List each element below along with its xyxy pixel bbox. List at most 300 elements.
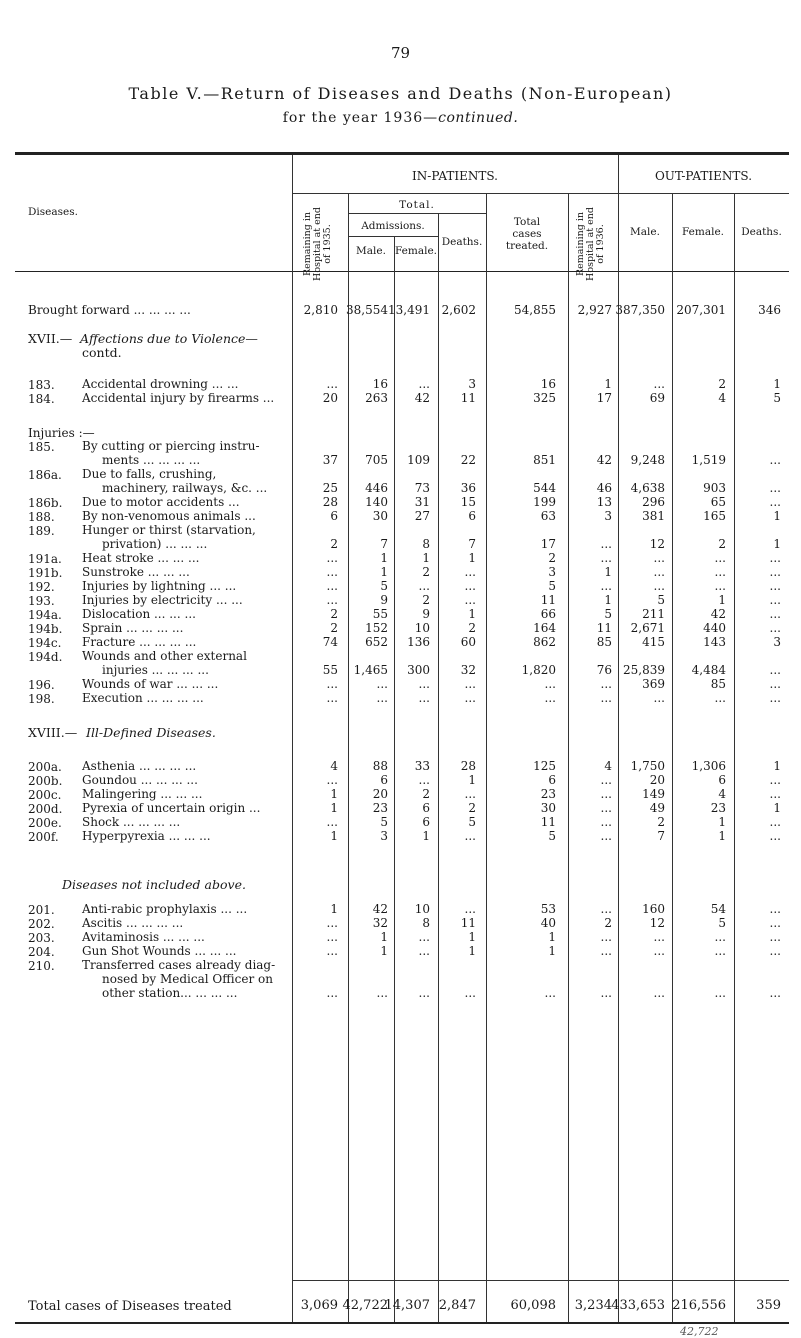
table-row-value: 143 bbox=[703, 635, 726, 649]
section-other-title: Diseases not included above. bbox=[62, 877, 246, 892]
table-row-value: ... bbox=[653, 986, 665, 1000]
table-row-value: 1,750 bbox=[630, 759, 665, 773]
table-row-value: ... bbox=[653, 944, 665, 958]
row-code: 200f. bbox=[28, 830, 59, 844]
table-row-value: ... bbox=[769, 621, 781, 635]
section-xvii-title: Affections due to Violence— bbox=[80, 331, 258, 346]
row-code: 194d. bbox=[28, 650, 63, 664]
table-row-value: ... bbox=[326, 944, 338, 958]
table-row-value: 1 bbox=[330, 829, 338, 843]
header-total-cases: Total cases treated. bbox=[505, 216, 549, 252]
row-label: Avitaminosis ... ... ... bbox=[82, 930, 205, 944]
table-row-value: 1 bbox=[422, 551, 430, 565]
vline-opmale bbox=[672, 193, 673, 1322]
table-row-value: ... bbox=[418, 579, 430, 593]
table-row-value: 7 bbox=[657, 829, 665, 843]
table-row-value: ... bbox=[326, 916, 338, 930]
table-row-value: 2 bbox=[422, 593, 430, 607]
total-row-value: 60,098 bbox=[510, 1298, 556, 1313]
table-row-value: 40 bbox=[540, 916, 556, 930]
row-label: Heat stroke ... ... ... bbox=[82, 551, 200, 565]
table-row-value: 23 bbox=[710, 801, 726, 815]
table-row-value: ... bbox=[600, 691, 612, 705]
row-label: Execution ... ... ... ... bbox=[82, 691, 204, 705]
header-op-female: Female. bbox=[681, 226, 725, 238]
table-row-value: 6 bbox=[422, 815, 430, 829]
table-row-value: 1 bbox=[773, 759, 781, 773]
table-row-value: ... bbox=[653, 691, 665, 705]
row-label: Shock ... ... ... ... bbox=[82, 815, 181, 829]
header-remaining-1936: Remaining in Hospital at end of 1936. bbox=[575, 207, 606, 281]
table-row-value: 2 bbox=[330, 607, 338, 621]
table-row-value: 1 bbox=[380, 930, 388, 944]
table-row-value: 11 bbox=[540, 815, 556, 829]
table-row-value: ... bbox=[769, 787, 781, 801]
table-row-value: 11 bbox=[460, 916, 476, 930]
table-row-value: 63 bbox=[540, 509, 556, 523]
brought-forward-value: 2,810 bbox=[303, 303, 338, 317]
table-row-value: 32 bbox=[460, 663, 476, 677]
row-label-cont: privation) ... ... ... bbox=[102, 537, 208, 551]
table-row-value: 11 bbox=[460, 391, 476, 405]
table-row-value: 46 bbox=[596, 481, 612, 495]
table-row-value: 6 bbox=[718, 773, 726, 787]
table-row-value: ... bbox=[769, 495, 781, 509]
table-row-value: ... bbox=[769, 593, 781, 607]
table-row-value: ... bbox=[714, 930, 726, 944]
table-row-value: 1 bbox=[604, 377, 612, 391]
table-row-value: 8 bbox=[422, 916, 430, 930]
total-row-value: 2,847 bbox=[438, 1298, 476, 1313]
bottom-rule bbox=[15, 1322, 789, 1324]
table-row-value: 1 bbox=[330, 787, 338, 801]
header-total: Total. bbox=[399, 199, 435, 211]
table-row-value: ... bbox=[769, 677, 781, 691]
table-row-value: 300 bbox=[407, 663, 430, 677]
header-diseases: Diseases. bbox=[28, 206, 78, 218]
table-row-value: ... bbox=[418, 691, 430, 705]
table-row-value: ... bbox=[326, 579, 338, 593]
table-row-value: 28 bbox=[460, 759, 476, 773]
table-row-value: 42 bbox=[596, 453, 612, 467]
row-code: 204. bbox=[28, 945, 55, 959]
table-row-value: ... bbox=[600, 677, 612, 691]
table-row-value: ... bbox=[326, 773, 338, 787]
table-row-value: ... bbox=[653, 930, 665, 944]
table-row-value: ... bbox=[326, 986, 338, 1000]
table-row-value: 199 bbox=[533, 495, 556, 509]
table-row-value: 1,820 bbox=[521, 663, 556, 677]
table-title: Table V.—Return of Diseases and Deaths (Non-European) bbox=[128, 84, 673, 103]
table-row-value: 55 bbox=[322, 663, 338, 677]
table-row-value: ... bbox=[544, 691, 556, 705]
injuries-label: Injuries :— bbox=[28, 426, 95, 440]
table-row-value: ... bbox=[769, 565, 781, 579]
table-row-value: 73 bbox=[414, 481, 430, 495]
table-row-value: 705 bbox=[365, 453, 388, 467]
table-row-value: 9 bbox=[422, 607, 430, 621]
brought-forward-label: Brought forward ... ... ... ... bbox=[28, 303, 191, 317]
table-row-value: 22 bbox=[460, 453, 476, 467]
table-row-value: 1 bbox=[548, 944, 556, 958]
table-row-value: 23 bbox=[372, 801, 388, 815]
table-row-value: 2 bbox=[548, 551, 556, 565]
row-code: 191b. bbox=[28, 566, 63, 580]
table-row-value: 652 bbox=[365, 635, 388, 649]
row-label-cont: other station... ... ... ... bbox=[102, 986, 238, 1000]
row-code: 202. bbox=[28, 917, 55, 931]
table-row-value: ... bbox=[769, 829, 781, 843]
section-xvii-numeral: XVII.— bbox=[28, 331, 73, 346]
table-row-value: 1 bbox=[422, 829, 430, 843]
table-row-value: 862 bbox=[533, 635, 556, 649]
table-row-value: 5 bbox=[548, 579, 556, 593]
table-row-value: ... bbox=[714, 579, 726, 593]
table-row-value: 33 bbox=[414, 759, 430, 773]
table-row-value: ... bbox=[769, 453, 781, 467]
table-row-value: ... bbox=[769, 773, 781, 787]
vline-total bbox=[568, 193, 569, 1322]
header-out-patients: OUT-PATIENTS. bbox=[654, 169, 753, 183]
total-row-value: 433,653 bbox=[611, 1298, 665, 1313]
table-row-value: 15 bbox=[460, 495, 476, 509]
table-row-value: ... bbox=[769, 986, 781, 1000]
table-row-value: 42 bbox=[372, 902, 388, 916]
table-row-value: ... bbox=[600, 801, 612, 815]
table-row-value: ... bbox=[600, 930, 612, 944]
table-row-value: 1 bbox=[548, 930, 556, 944]
table-row-value: 1 bbox=[330, 801, 338, 815]
table-row-value: 55 bbox=[372, 607, 388, 621]
table-row-value: ... bbox=[464, 579, 476, 593]
section-xvii-contd: contd. bbox=[82, 345, 122, 360]
vline-female bbox=[438, 213, 439, 1322]
table-row-value: ... bbox=[376, 986, 388, 1000]
table-row-value: 85 bbox=[710, 677, 726, 691]
table-row-value: ... bbox=[653, 579, 665, 593]
table-row-value: 325 bbox=[533, 391, 556, 405]
row-label: Gun Shot Wounds ... ... ... bbox=[82, 944, 237, 958]
table-row-value: 164 bbox=[533, 621, 556, 635]
table-row-value: 85 bbox=[596, 635, 612, 649]
table-row-value: ... bbox=[600, 537, 612, 551]
table-row-value: 165 bbox=[703, 509, 726, 523]
table-row-value: 3 bbox=[548, 565, 556, 579]
row-code: 194a. bbox=[28, 608, 62, 622]
row-label: Injuries by lightning ... ... bbox=[82, 579, 237, 593]
row-code: 200d. bbox=[28, 802, 63, 816]
table-row-value: 1 bbox=[380, 944, 388, 958]
row-label: Fracture ... ... ... ... bbox=[82, 635, 197, 649]
row-label: Goundou ... ... ... ... bbox=[82, 773, 198, 787]
table-row-value: ... bbox=[418, 986, 430, 1000]
table-row-value: ... bbox=[769, 607, 781, 621]
row-code: 200c. bbox=[28, 788, 62, 802]
table-row-value: 2 bbox=[330, 621, 338, 635]
row-label: Wounds of war ... ... ... bbox=[82, 677, 219, 691]
brought-forward-value: 54,855 bbox=[514, 303, 556, 317]
table-row-value: ... bbox=[326, 677, 338, 691]
total-row-value: 216,556 bbox=[672, 1298, 726, 1313]
table-row-value: ... bbox=[464, 902, 476, 916]
table-row-value: 1 bbox=[718, 829, 726, 843]
table-row-value: 6 bbox=[422, 801, 430, 815]
table-row-value: 1 bbox=[718, 593, 726, 607]
table-row-value: 109 bbox=[407, 453, 430, 467]
table-row-value: ... bbox=[769, 815, 781, 829]
table-row-value: 2 bbox=[422, 565, 430, 579]
header-line-sex bbox=[348, 236, 438, 237]
table-row-value: ... bbox=[600, 986, 612, 1000]
table-row-value: 851 bbox=[533, 453, 556, 467]
table-row-value: ... bbox=[326, 930, 338, 944]
row-label: Transferred cases already diag- bbox=[82, 958, 276, 972]
table-row-value: 37 bbox=[322, 453, 338, 467]
table-row-value: 1 bbox=[773, 509, 781, 523]
table-row-value: 1 bbox=[468, 930, 476, 944]
table-row-value: 11 bbox=[596, 621, 612, 635]
table-row-value: 1 bbox=[468, 944, 476, 958]
table-row-value: 1 bbox=[468, 551, 476, 565]
row-label: Malingering ... ... ... bbox=[82, 787, 203, 801]
header-remaining-1935: Remaining in Hospital at end of 1935. bbox=[302, 207, 333, 281]
table-row-value: 12 bbox=[649, 537, 665, 551]
table-row-value: 31 bbox=[414, 495, 430, 509]
table-row-value: 20 bbox=[372, 787, 388, 801]
table-row-value: 1,306 bbox=[691, 759, 726, 773]
row-code: 191a. bbox=[28, 552, 62, 566]
table-row-value: ... bbox=[653, 565, 665, 579]
table-row-value: ... bbox=[714, 944, 726, 958]
table-row-value: 544 bbox=[533, 481, 556, 495]
table-row-value: 10 bbox=[414, 621, 430, 635]
table-row-value: 60 bbox=[460, 635, 476, 649]
table-row-value: 6 bbox=[330, 509, 338, 523]
row-code: 194b. bbox=[28, 622, 63, 636]
table-row-value: 369 bbox=[642, 677, 665, 691]
header-adm-male: Male. bbox=[356, 245, 386, 257]
row-label: Sprain ... ... ... ... bbox=[82, 621, 184, 635]
table-row-value: 6 bbox=[548, 773, 556, 787]
table-row-value: 20 bbox=[649, 773, 665, 787]
table-row-value: ... bbox=[418, 377, 430, 391]
row-code: 200a. bbox=[28, 760, 62, 774]
subtitle-italic: continued. bbox=[438, 110, 519, 126]
table-row-value: ... bbox=[653, 377, 665, 391]
vline-opfemale bbox=[734, 193, 735, 1322]
row-code: 188. bbox=[28, 510, 55, 524]
table-row-value: ... bbox=[418, 677, 430, 691]
table-row-value: ... bbox=[544, 986, 556, 1000]
table-row-value: 2 bbox=[468, 621, 476, 635]
table-row-value: 1 bbox=[468, 607, 476, 621]
table-row-value: 5 bbox=[657, 593, 665, 607]
table-row-value: 12 bbox=[649, 916, 665, 930]
table-row-value: ... bbox=[769, 663, 781, 677]
table-row-value: 36 bbox=[460, 481, 476, 495]
table-row-value: ... bbox=[600, 551, 612, 565]
row-label: Anti-rabic prophylaxis ... ... bbox=[82, 902, 248, 916]
vline-diseases bbox=[292, 155, 293, 1322]
row-code: 194c. bbox=[28, 636, 62, 650]
table-row-value: 66 bbox=[540, 607, 556, 621]
table-row-value: ... bbox=[326, 815, 338, 829]
table-row-value: 74 bbox=[322, 635, 338, 649]
table-row-value: 25,839 bbox=[623, 663, 665, 677]
table-row-value: 1 bbox=[380, 565, 388, 579]
table-row-value: 152 bbox=[365, 621, 388, 635]
table-row-value: 2 bbox=[657, 815, 665, 829]
table-row-value: ... bbox=[464, 677, 476, 691]
table-row-value: 88 bbox=[372, 759, 388, 773]
table-row-value: 20 bbox=[322, 391, 338, 405]
row-label: Dislocation ... ... ... bbox=[82, 607, 196, 621]
row-label: Due to falls, crushing, bbox=[82, 467, 217, 481]
row-code: 185. bbox=[28, 440, 55, 454]
table-row-value: ... bbox=[464, 691, 476, 705]
table-row-value: 5 bbox=[380, 579, 388, 593]
table-row-value: ... bbox=[326, 565, 338, 579]
subtitle-prefix: for the year 1936— bbox=[282, 110, 439, 126]
row-label-cont: injuries ... ... ... ... bbox=[102, 663, 209, 677]
table-row-value: 8 bbox=[422, 537, 430, 551]
section-xviii-numeral: XVIII.— bbox=[28, 725, 78, 740]
table-row-value: 263 bbox=[365, 391, 388, 405]
table-row-value: 160 bbox=[642, 902, 665, 916]
table-row-value: 11 bbox=[540, 593, 556, 607]
vline-male bbox=[394, 236, 395, 1322]
header-deaths: Deaths. bbox=[441, 236, 483, 248]
table-row-value: 415 bbox=[642, 635, 665, 649]
total-top-rule bbox=[292, 1280, 789, 1281]
table-row-value: 1 bbox=[380, 551, 388, 565]
total-row-value: 42,722 bbox=[342, 1298, 388, 1313]
table-row-value: 17 bbox=[540, 537, 556, 551]
row-label-cont: ments ... ... ... ... bbox=[102, 453, 201, 467]
table-row-value: 23 bbox=[540, 787, 556, 801]
brought-forward-value: 13,491 bbox=[388, 303, 430, 317]
table-row-value: ... bbox=[714, 551, 726, 565]
total-row-value: 3,069 bbox=[300, 1298, 338, 1313]
row-label: Asthenia ... ... ... ... bbox=[82, 759, 197, 773]
table-row-value: 25 bbox=[322, 481, 338, 495]
table-row-value: 1 bbox=[773, 801, 781, 815]
row-code: 184. bbox=[28, 392, 55, 406]
brought-forward-value: 38,554 bbox=[346, 303, 388, 317]
section-xviii-title: Ill-Defined Diseases. bbox=[86, 725, 216, 740]
table-row-value: ... bbox=[600, 902, 612, 916]
table-row-value: 7 bbox=[380, 537, 388, 551]
table-row-value: ... bbox=[326, 593, 338, 607]
header-admissions: Admissions. bbox=[361, 220, 425, 232]
table-row-value: ... bbox=[600, 787, 612, 801]
row-label-cont: machinery, railways, &c. ... bbox=[102, 481, 268, 495]
row-code: 210. bbox=[28, 959, 55, 973]
table-subtitle bbox=[0, 110, 801, 126]
brought-forward-value: 2,927 bbox=[577, 303, 612, 317]
table-row-value: 2 bbox=[422, 787, 430, 801]
table-row-value: ... bbox=[769, 944, 781, 958]
table-row-value: ... bbox=[769, 916, 781, 930]
table-row-value: 65 bbox=[710, 495, 726, 509]
table-row-value: ... bbox=[464, 787, 476, 801]
table-row-value: 2 bbox=[718, 537, 726, 551]
table-row-value: ... bbox=[418, 773, 430, 787]
table-row-value: ... bbox=[464, 565, 476, 579]
table-row-value: 4 bbox=[330, 759, 338, 773]
table-row-value: 13 bbox=[596, 495, 612, 509]
table-row-value: 4 bbox=[718, 787, 726, 801]
table-row-value: 30 bbox=[540, 801, 556, 815]
table-row-value: 5 bbox=[548, 829, 556, 843]
table-row-value: 6 bbox=[380, 773, 388, 787]
page-number: 79 bbox=[390, 44, 411, 62]
table-row-value: 2 bbox=[468, 801, 476, 815]
row-label: By non-venomous animals ... bbox=[82, 509, 256, 523]
table-row-value: ... bbox=[600, 579, 612, 593]
table-row-value: ... bbox=[326, 377, 338, 391]
table-row-value: ... bbox=[464, 593, 476, 607]
table-row-value: 1 bbox=[468, 773, 476, 787]
table-row-value: ... bbox=[769, 930, 781, 944]
table-row-value: ... bbox=[769, 691, 781, 705]
row-code: 196. bbox=[28, 678, 55, 692]
table-row-value: 1 bbox=[773, 377, 781, 391]
table-row-value: ... bbox=[418, 944, 430, 958]
brought-forward-value: 2,602 bbox=[441, 303, 476, 317]
table-row-value: 2 bbox=[330, 537, 338, 551]
table-row-value: 30 bbox=[372, 509, 388, 523]
table-row-value: ... bbox=[769, 481, 781, 495]
brought-forward-value: 346 bbox=[758, 303, 781, 317]
table-row-value: 5 bbox=[468, 815, 476, 829]
table-row-value: ... bbox=[769, 551, 781, 565]
table-row-value: 125 bbox=[533, 759, 556, 773]
table-row-value: 42 bbox=[710, 607, 726, 621]
table-row-value: 296 bbox=[642, 495, 665, 509]
table-row-value: ... bbox=[600, 773, 612, 787]
table-row-value: 149 bbox=[642, 787, 665, 801]
table-row-value: ... bbox=[326, 551, 338, 565]
table-row-value: 5 bbox=[773, 391, 781, 405]
table-row-value: 440 bbox=[703, 621, 726, 635]
table-row-value: 76 bbox=[596, 663, 612, 677]
table-row-value: 16 bbox=[372, 377, 388, 391]
total-row-value: 14,307 bbox=[384, 1298, 430, 1313]
table-row-value: 2 bbox=[718, 377, 726, 391]
table-row-value: 211 bbox=[642, 607, 665, 621]
table-row-value: ... bbox=[653, 551, 665, 565]
table-row-value: 1 bbox=[773, 537, 781, 551]
table-row-value: 2 bbox=[604, 916, 612, 930]
table-row-value: 446 bbox=[365, 481, 388, 495]
table-row-value: ... bbox=[464, 986, 476, 1000]
table-row-value: 381 bbox=[642, 509, 665, 523]
brought-forward-value: 387,350 bbox=[615, 303, 665, 317]
table-row-value: 49 bbox=[649, 801, 665, 815]
table-row-value: 16 bbox=[540, 377, 556, 391]
table-row-value: ... bbox=[544, 677, 556, 691]
row-code: 201. bbox=[28, 903, 55, 917]
table-row-value: 53 bbox=[540, 902, 556, 916]
table-row-value: ... bbox=[714, 565, 726, 579]
row-label: Pyrexia of uncertain origin ... bbox=[82, 801, 261, 815]
row-label: Due to motor accidents ... bbox=[82, 495, 240, 509]
row-label-cont: nosed by Medical Officer on bbox=[102, 972, 273, 986]
total-row-value: 359 bbox=[756, 1298, 781, 1313]
row-label: Ascitis ... ... ... ... bbox=[82, 916, 184, 930]
row-label: Injuries by electricity ... ... bbox=[82, 593, 243, 607]
